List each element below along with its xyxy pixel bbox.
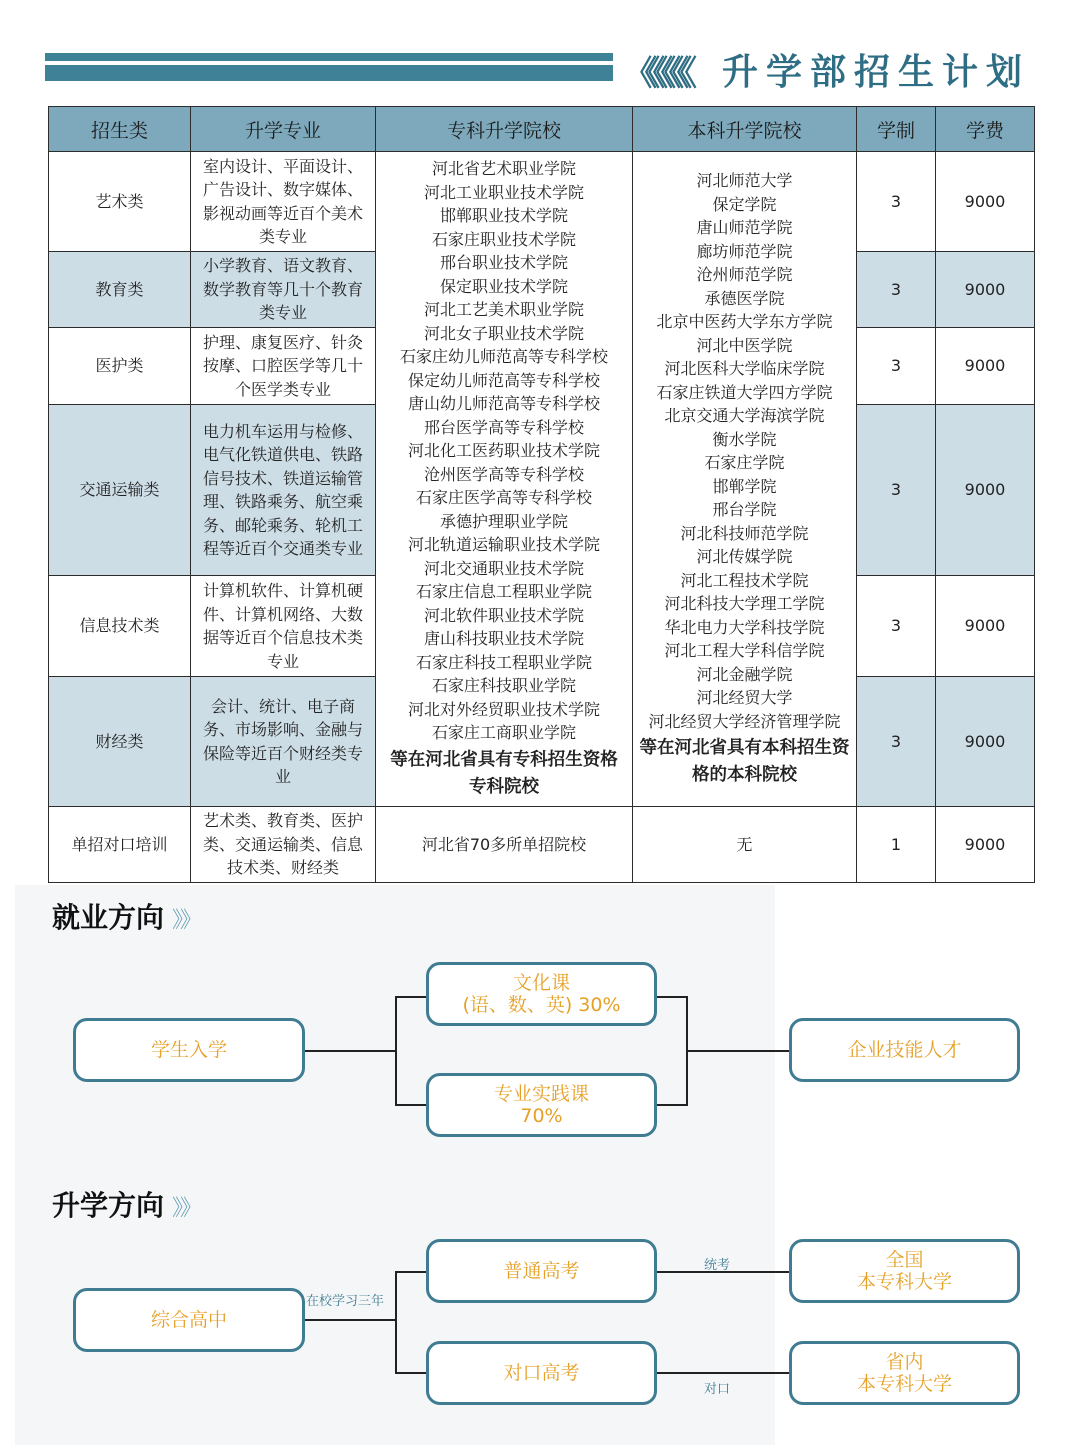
student-enroll-label: 学生入学	[150, 1039, 227, 1061]
category-cell: 医护类	[49, 328, 191, 405]
vocational-college-item: 石家庄幼儿师范高等专科学校	[399, 347, 608, 367]
fee-cell: 9000	[936, 576, 1035, 677]
undergrad-college-item: 河北科技师范学院	[680, 523, 809, 543]
header-bar-thin	[45, 53, 613, 61]
unified-exam-label: 统考	[704, 1258, 731, 1273]
general-exam-label: 普通高考	[503, 1260, 580, 1282]
connector-line	[395, 1104, 426, 1106]
category-cell: 交通运输类	[49, 405, 191, 576]
vocational-college-item: 河北工业职业技术学院	[423, 182, 584, 202]
table-header-row	[49, 107, 1035, 152]
undergrad-college-item: 邯郸学院	[712, 476, 777, 496]
majors-cell: 计算机软件、计算机硬件、计算机网络、大数据等近百个信息技术类专业	[191, 576, 376, 677]
culture-course-label: 文化课	[512, 972, 570, 994]
undergrad-college-item: 北京交通大学海滨学院	[664, 406, 825, 425]
vocational-college-item: 保定幼儿师范高等专科学校	[407, 370, 600, 390]
category-cell: 信息技术类	[49, 576, 191, 677]
vocational-college-item: 邢台职业技术学院	[439, 253, 568, 273]
vocational-college-item: 河北女子职业技术学院	[423, 323, 584, 343]
vocational-college-item: 河北化工医药职业技术学院	[407, 441, 600, 461]
majors-cell: 艺术类、教育类、医护类、交通运输类、信息技术类、财经类	[191, 807, 376, 883]
vocational-note: 等在河北省具有专科招生资格专科院校	[390, 749, 618, 797]
undergrad-college-item: 廊坊师范学院	[696, 241, 793, 261]
years-cell: 3	[857, 677, 936, 807]
double-chevron-right-icon: 》》	[172, 1196, 200, 1221]
vocational-college-item: 河北软件职业技术学院	[423, 605, 584, 625]
years-cell: 3	[857, 405, 936, 576]
vocational-college-item: 河北交通职业技术学院	[423, 558, 584, 578]
years-cell: 3	[857, 252, 936, 328]
col-header-fee: 学费	[936, 107, 1035, 152]
employment-title: 就业方向	[52, 901, 165, 934]
fee-cell: 9000	[936, 328, 1035, 405]
undergrad-college-item: 华北电力大学科技学院	[664, 617, 825, 637]
connector-line	[657, 1104, 687, 1106]
fee-cell: 9000	[936, 677, 1035, 807]
undergrad-college-item: 河北科技大学理工学院	[664, 594, 825, 613]
undergrad-college-item: 河北工程技术学院	[680, 570, 809, 590]
vocational-college-item: 石家庄科技职业学院	[431, 676, 576, 696]
further-study-section-title	[52, 1184, 199, 1224]
vocational-college-item: 石家庄信息工程职业学院	[415, 582, 592, 602]
vocational-college-item: 唐山科技职业技术学院	[423, 629, 584, 649]
vocational-college-list	[382, 157, 626, 745]
provincial-university-box	[789, 1341, 1020, 1405]
national-label: 全国	[885, 1249, 924, 1271]
category-cell: 单招对口培训	[49, 807, 191, 883]
connector-line	[395, 1271, 397, 1374]
undergrad-college-item: 河北传媒学院	[696, 547, 793, 566]
further-study-title: 升学方向	[52, 1189, 165, 1222]
undergrad-college-item: 河北经贸大学	[696, 688, 793, 707]
double-chevron-right-icon: 》》	[172, 908, 200, 933]
counterpart-label: 对口	[704, 1382, 731, 1397]
comprehensive-high-school-box	[73, 1288, 305, 1352]
majors-cell: 会计、统计、电子商务、市场影响、金融与保险等近百个财经类专业	[191, 677, 376, 807]
undergrad-college-item: 石家庄铁道大学四方学院	[656, 382, 833, 402]
page-title: 升学部招生计划	[722, 52, 1031, 93]
practice-course-ratio: 70%	[520, 1105, 563, 1127]
connector-line	[395, 996, 426, 998]
undergrad-cell: 无	[633, 807, 857, 883]
national-university-box	[789, 1239, 1020, 1303]
years-cell: 3	[857, 152, 936, 252]
majors-cell: 小学教育、语文教育、数学教育等几十个教育类专业	[191, 252, 376, 328]
years-cell: 1	[857, 807, 936, 883]
col-header-category: 招生类	[49, 107, 191, 152]
header-bar-thick	[45, 65, 613, 81]
table-row	[49, 152, 1035, 252]
vocational-college-item: 石家庄职业技术学院	[431, 229, 576, 249]
vocational-college-item: 保定职业技术学院	[439, 276, 568, 296]
connector-line	[657, 996, 687, 998]
fee-cell: 9000	[936, 252, 1035, 328]
vocational-college-item: 石家庄科技工程职业学院	[415, 652, 592, 672]
years-cell: 3	[857, 576, 936, 677]
category-cell: 艺术类	[49, 152, 191, 252]
connector-line	[395, 1271, 426, 1273]
undergrad-college-item: 河北金融学院	[696, 664, 793, 684]
connector-line	[395, 996, 397, 1106]
undergrad-college-item: 河北中医学院	[696, 335, 793, 355]
employment-section-title	[52, 896, 199, 936]
undergrad-college-list	[639, 169, 850, 733]
vocational-college-item: 承德护理职业学院	[439, 511, 568, 531]
undergrad-college-item: 唐山师范学院	[696, 218, 793, 237]
vocational-college-item: 河北轨道运输职业技术学院	[407, 535, 600, 555]
undergrad-college-item: 河北经贸大学经济管理学院	[648, 711, 841, 731]
undergrad-college-item: 衡水学院	[712, 429, 777, 449]
vocational-college-item: 唐山幼儿师范高等专科学校	[407, 394, 600, 414]
connector-line	[305, 1050, 396, 1052]
skilled-talent-box	[789, 1018, 1020, 1082]
vocational-exam-label: 对口高考	[503, 1362, 580, 1384]
undergrad-colleges-cell	[633, 152, 857, 807]
vocational-exam-box	[426, 1341, 657, 1405]
study-three-years-label: 在校学习三年	[306, 1294, 385, 1309]
vocational-college-item: 河北工艺美术职业学院	[423, 300, 584, 320]
vocational-colleges-cell	[376, 152, 633, 807]
connector-line	[395, 1372, 426, 1374]
undergrad-college-item: 邢台学院	[712, 500, 777, 519]
practice-course-box	[426, 1073, 657, 1137]
fee-cell: 9000	[936, 807, 1035, 883]
vocational-college-item: 邢台医学高等专科学校	[423, 417, 584, 437]
connector-line	[686, 1050, 789, 1052]
culture-course-box	[426, 962, 657, 1026]
col-header-undergrad: 本科升学院校	[633, 107, 857, 152]
majors-cell: 室内设计、平面设计、广告设计、数字媒体、影视动画等近百个美术类专业	[191, 152, 376, 252]
enrollment-plan-table	[48, 106, 1035, 883]
vocational-college-item: 沧州医学高等专科学校	[423, 464, 584, 484]
category-cell: 教育类	[49, 252, 191, 328]
vocational-cell: 河北省70多所单招院校	[376, 807, 633, 883]
col-header-major: 升学专业	[191, 107, 376, 152]
col-header-years: 学制	[857, 107, 936, 152]
connector-line	[305, 1319, 396, 1321]
undergrad-college-item: 承德医学院	[704, 288, 785, 308]
undergrad-college-item: 河北工程大学科信学院	[664, 641, 825, 660]
majors-cell: 护理、康复医疗、针灸按摩、口腔医学等几十个医学类专业	[191, 328, 376, 405]
undergrad-note: 等在河北省具有本科招生资格的本科院校	[639, 738, 850, 785]
fee-cell: 9000	[936, 152, 1035, 252]
header-arrows: 《《《《《《	[623, 54, 688, 94]
undergrad-college-item: 保定学院	[712, 194, 777, 214]
fee-cell: 9000	[936, 405, 1035, 576]
culture-course-ratio: (语、数、英) 30%	[462, 994, 621, 1016]
majors-cell: 电力机车运用与检修、电气化铁道供电、铁路信号技术、铁道运输管理、铁路乘务、航空乘务、邮轮乘务、轮机工程等近百个交通类专业	[191, 405, 376, 576]
connector-line	[657, 1372, 789, 1374]
provincial-university-label: 本专科大学	[856, 1373, 952, 1395]
undergrad-college-item: 河北医科大学临床学院	[664, 359, 825, 378]
vocational-college-item: 邯郸职业技术学院	[439, 206, 568, 226]
comprehensive-high-school-label: 综合高中	[150, 1309, 227, 1331]
student-enroll-box	[73, 1018, 305, 1082]
provincial-label: 省内	[885, 1351, 924, 1373]
practice-course-label: 专业实践课	[493, 1083, 589, 1105]
table-row	[49, 807, 1035, 883]
undergrad-college-item: 石家庄学院	[704, 453, 785, 472]
undergrad-college-item: 河北师范大学	[696, 171, 793, 190]
vocational-college-item: 河北省艺术职业学院	[431, 159, 576, 179]
vocational-college-item: 石家庄工商职业学院	[431, 723, 576, 743]
undergrad-college-item: 沧州师范学院	[696, 265, 793, 284]
general-exam-box	[426, 1239, 657, 1303]
category-cell: 财经类	[49, 677, 191, 807]
national-university-label: 本专科大学	[856, 1271, 952, 1293]
undergrad-college-item: 北京中医药大学东方学院	[656, 312, 833, 331]
skilled-talent-label: 企业技能人才	[847, 1039, 962, 1061]
vocational-college-item: 河北对外经贸职业技术学院	[407, 699, 600, 719]
col-header-vocational: 专科升学院校	[376, 107, 633, 152]
years-cell: 3	[857, 328, 936, 405]
vocational-college-item: 石家庄医学高等专科学校	[415, 488, 592, 508]
